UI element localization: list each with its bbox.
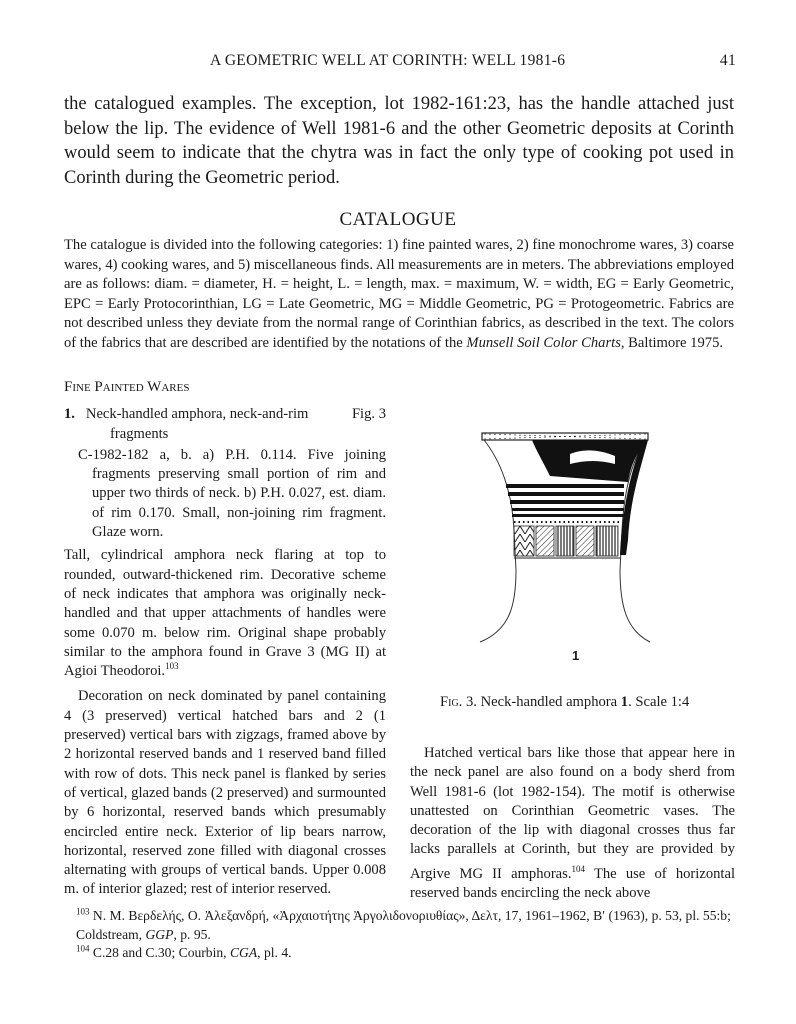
horizontal-bands <box>506 484 624 517</box>
neck-left-profile <box>480 440 516 642</box>
footnote-text-after: , pl. 4. <box>257 945 292 960</box>
left-column <box>64 378 386 900</box>
entry-decoration: Decoration on neck dominated by panel containing 4 (3 preserved) vertical hatched bars and 2 (1 preserved) vertical bars with zigzags, framed above by 2 horizontal reserved bands and 1 reserved band filled with row of dots. This neck panel is flanked by series of vertical, glazed bands (2 preserved) and surmounted by 6 horizontal, reserved bands which presumably encircled entire neck. Exterior of lip bears narrow, horizontal, reserved zone filled with diagonal crosses alternating with groups of vertical bands. Upper 0.008 m. of interior glazed; rest of interior reserved. <box>64 688 386 898</box>
entry-number: 1. <box>64 406 75 423</box>
running-title: A GEOMETRIC WELL AT CORINTH: WELL 1981-6 <box>210 52 566 69</box>
entry-title: Neck-handled amphora, neck-and-rim <box>85 406 309 423</box>
entry-title-cont: fragments <box>110 425 169 442</box>
right-column <box>410 744 735 903</box>
page-number: 41 <box>719 52 736 69</box>
catalogue-intro-tail: , Baltimore 1975. <box>620 334 724 351</box>
figure-caption <box>440 694 730 711</box>
munsell-title: Munsell Soil Color Charts <box>466 334 621 351</box>
catalogue-intro-text: The catalogue is divided into the following categories: 1) fine painted wares, 2) fine monochrome wares, 3) coarse wares, 4) cooking wares, and 5) miscellaneous finds. All measurements are in meters. The abbreviations employed are as follows: diam. = diameter, H. = height, L. = length, max. = maximum, W. = width, EG = Early Geometric, EPC = Early Protocorinthian, LG = Late Geometric, MG = Middle Geometric, PG = Protogeometric. Fabrics are not described unless they deviate from the normal range of Corinthian fabrics, as described in the text. The colors of the fabrics that are described are identified by the notations of the <box>64 237 734 351</box>
right-column-tail: The use of horizontal reserved bands encircling the neck above <box>410 865 736 901</box>
footnote-number: 104 <box>76 943 90 954</box>
footnote-ref-104[interactable]: 104 <box>571 863 585 874</box>
footnote-ref-103[interactable]: 103 <box>165 661 179 672</box>
subheading-fine-painted: Fine Painted Wares <box>64 379 190 395</box>
footnote-italic: CGA <box>229 945 258 960</box>
footnotes <box>64 907 734 963</box>
entry-inventory-text: C-1982-182 a, b. a) P.H. 0.114. Five joining fragments preserving small portion of rim and upper two thirds of neck. b) P.H. 0.027, est. diam. of rim 0.170. Small, non-joining rim fragment. Glaze worn. <box>78 446 386 541</box>
footnote-text: N. M. Βερδελής, Ο. Ἀλεξανδρή, «Ἀρχαιοτήτης Ἀργολιδονοριυθίας», Δελτ, 17, 1961–1962, Β′ (1963), p. 53, pl. 55:b; Coldstream, <box>76 908 731 942</box>
entry-description-text: Tall, cylindrical amphora neck flaring at top to rounded, outward-thickened rim. Decorative scheme of neck indicates that amphora was originally neck-handled and that upper attachments of handles were some 0.070 m. below rim. Original shape probably similar to the amphora found in Grave 3 (MG II) at Agioi Theodoroi. <box>64 547 386 680</box>
catalogue-heading: CATALOGUE <box>339 209 457 230</box>
caption-suffix: . Scale 1:4 <box>628 694 690 710</box>
entry-inventory <box>64 446 386 542</box>
neck-panel <box>514 526 618 556</box>
caption-text: Neck-handled amphora <box>476 694 621 710</box>
intro-paragraph: the catalogued examples. The exception, lot 1982-161:23, has the handle attached just below the lip. The evidence of Well 1981-6 and the other Geometric deposits at Corinth would seem to indicate that the chytra was in fact the only type of cooking pot used in Corinth during the Geometric period. <box>64 94 734 188</box>
footnote-text: C.28 and C.30; Courbin, <box>92 945 230 960</box>
footnote-104 <box>64 944 734 963</box>
footnote-italic: GGP <box>145 926 174 942</box>
caption-prefix: Fig. 3. <box>440 694 477 710</box>
footnote-103 <box>64 907 734 944</box>
amphora-neck-svg <box>470 430 660 670</box>
entry-description <box>64 546 386 681</box>
caption-bold: 1 <box>620 694 629 710</box>
catalogue-intro <box>64 236 734 354</box>
figure-label: 1 <box>572 648 580 663</box>
entry-heading <box>64 405 386 444</box>
right-column-text: Hatched vertical bars like those that appear here in the neck panel are also found on a body sherd from Well 1981-6 (lot 1982-154). The motif is otherwise unattested on Corinthian Geometric vases. The decoration of the lip with diagonal crosses thus far lacks parallels at Corinth, but they are provided by Argive MG II amphoras. <box>410 745 735 882</box>
footnote-number: 103 <box>76 906 90 917</box>
footnote-text-after: , p. 95. <box>173 926 211 942</box>
amphora-drawing <box>470 430 660 670</box>
entry-figure-ref: Fig. 3 <box>351 406 386 423</box>
